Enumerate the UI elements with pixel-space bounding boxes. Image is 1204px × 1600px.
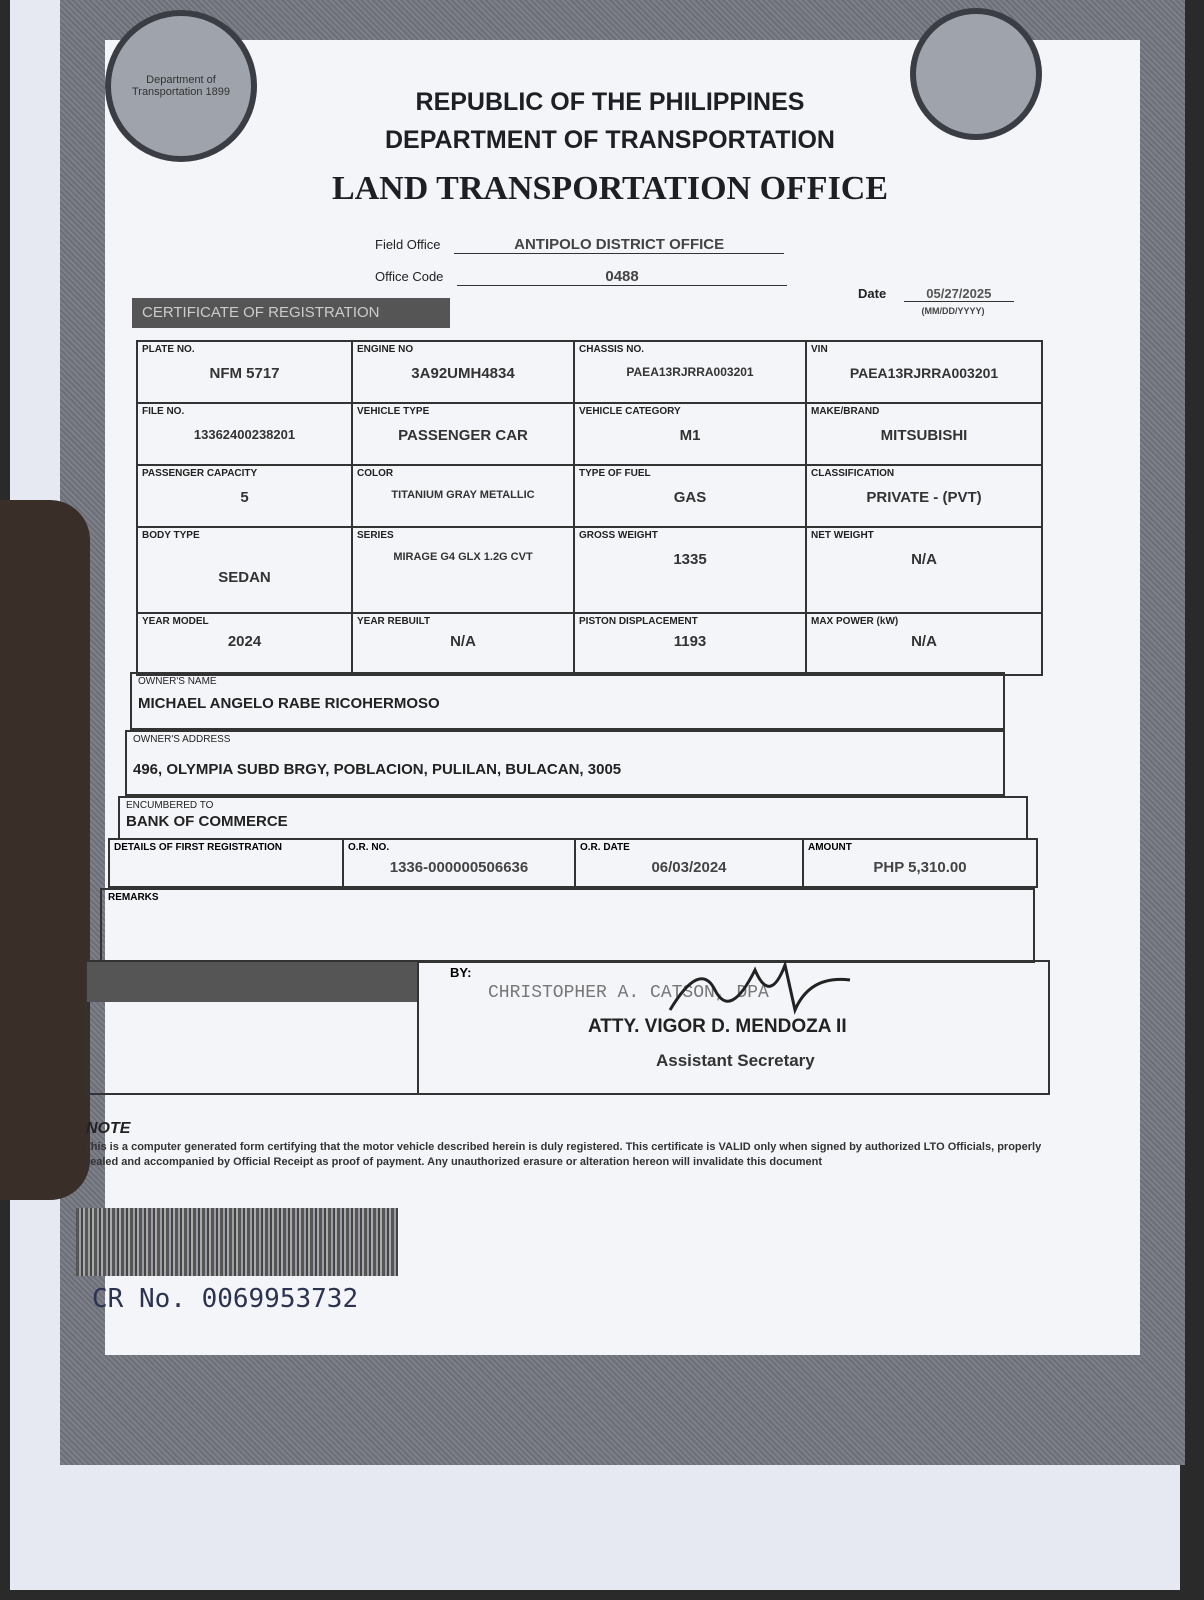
field-office-row: Field Office ANTIPOLO DISTRICT OFFICE bbox=[375, 226, 784, 254]
owner-name-row: OWNER'S NAME MICHAEL ANGELO RABE RICOHERMOSO bbox=[130, 672, 1005, 730]
signatory-stamp: CHRISTOPHER A. CATSON, DPA bbox=[488, 983, 769, 1003]
year-rebuilt-cell: YEAR REBUILT N/A bbox=[352, 613, 574, 675]
vehicle-details-table bbox=[136, 340, 1043, 676]
date-value: 05/27/2025 bbox=[904, 286, 1014, 302]
file-no-cell: FILE NO. 13362400238201 bbox=[137, 403, 352, 465]
note-text: This is a computer generated form certifying that the motor vehicle described herein is duly registered. This certificate is VALID only when signed by authorized LTO Officials, properly sealed and accompanied by Official Receipt as proof of payment. Any unauthorized erasure or alteration hereon will invalidate this document bbox=[84, 1141, 1042, 1168]
vehicle-type-cell: VEHICLE TYPE PASSENGER CAR bbox=[352, 403, 574, 465]
field-office-value: ANTIPOLO DISTRICT OFFICE bbox=[454, 236, 784, 254]
fuel-cell: TYPE OF FUEL GAS bbox=[574, 465, 806, 527]
series-cell: SERIES MIRAGE G4 GLX 1.2G CVT bbox=[352, 527, 574, 613]
net-weight-cell: NET WEIGHT N/A bbox=[806, 527, 1042, 613]
signature-box bbox=[85, 960, 1050, 1095]
amount-cell: AMOUNT PHP 5,310.00 bbox=[802, 840, 1036, 886]
passenger-capacity-cell: PASSENGER CAPACITY 5 bbox=[137, 465, 352, 527]
encumbered-value: BANK OF COMMERCE bbox=[126, 813, 288, 830]
gross-weight-cell: GROSS WEIGHT 1335 bbox=[574, 527, 806, 613]
registrant-header bbox=[87, 962, 417, 1002]
plate-no-cell: PLATE NO. NFM 5717 bbox=[137, 341, 352, 403]
barcode bbox=[76, 1208, 398, 1276]
piston-cell: PISTON DISPLACEMENT 1193 bbox=[574, 613, 806, 675]
chassis-no-cell: CHASSIS NO. PAEA13RJRRA003201 bbox=[574, 341, 806, 403]
owner-address-row: OWNER'S ADDRESS 496, OLYMPIA SUBD BRGY, POBLACION, PULILAN, BULACAN, 3005 bbox=[125, 730, 1005, 796]
date-format: (MM/DD/YYYY) bbox=[921, 306, 985, 316]
first-registration-row bbox=[108, 838, 1038, 888]
lto-seal-logo bbox=[910, 8, 1042, 140]
office-code-value: 0488 bbox=[457, 268, 787, 286]
header-lto: LAND TRANSPORTATION OFFICE bbox=[331, 170, 889, 207]
signatory-position: Assistant Secretary bbox=[656, 1051, 815, 1070]
cr-number: CR No. 0069953732 bbox=[92, 1284, 359, 1314]
note-title: NOTE bbox=[86, 1120, 131, 1137]
engine-no-cell: ENGINE NO 3A92UMH4834 bbox=[352, 341, 574, 403]
encumbered-row: ENCUMBERED TO BANK OF COMMERCE bbox=[118, 796, 1028, 840]
make-cell: MAKE/BRAND MITSUBISHI bbox=[806, 403, 1042, 465]
first-reg-label: DETAILS OF FIRST REGISTRATION bbox=[114, 842, 282, 853]
body-type-cell: BODY TYPE SEDAN bbox=[137, 527, 352, 613]
signatory-name: ATTY. VIGOR D. MENDOZA II bbox=[588, 1016, 847, 1037]
vehicle-category-cell: VEHICLE CATEGORY M1 bbox=[574, 403, 806, 465]
classification-cell: CLASSIFICATION PRIVATE - (PVT) bbox=[806, 465, 1042, 527]
max-power-cell: MAX POWER (kW) N/A bbox=[806, 613, 1042, 675]
certificate-title: CERTIFICATE OF REGISTRATION bbox=[132, 298, 450, 328]
or-date-cell: O.R. DATE 06/03/2024 bbox=[574, 840, 802, 886]
by-label: BY: bbox=[450, 965, 472, 980]
office-code-row: Office Code 0488 bbox=[375, 258, 787, 286]
owner-name: MICHAEL ANGELO RABE RICOHERMOSO bbox=[138, 695, 440, 712]
year-model-cell: YEAR MODEL 2024 bbox=[137, 613, 352, 675]
header-republic: REPUBLIC OF THE PHILIPPINES bbox=[415, 88, 805, 116]
owner-address: 496, OLYMPIA SUBD BRGY, POBLACION, PULILAN, BULACAN, 3005 bbox=[133, 761, 622, 778]
remarks-box: REMARKS bbox=[100, 888, 1035, 963]
header-department: DEPARTMENT OF TRANSPORTATION bbox=[385, 126, 835, 154]
dotr-seal-logo: Department of Transportation 1899 bbox=[105, 10, 257, 162]
vin-cell: VIN PAEA13RJRRA003201 bbox=[806, 341, 1042, 403]
or-no-cell: O.R. NO. 1336-000000506636 bbox=[342, 840, 574, 886]
thumb bbox=[0, 500, 90, 1200]
date-block: Date 05/27/2025 (MM/DD/YYYY) bbox=[858, 286, 1014, 302]
registrant-area bbox=[87, 962, 419, 1093]
color-cell: COLOR TITANIUM GRAY METALLIC bbox=[352, 465, 574, 527]
